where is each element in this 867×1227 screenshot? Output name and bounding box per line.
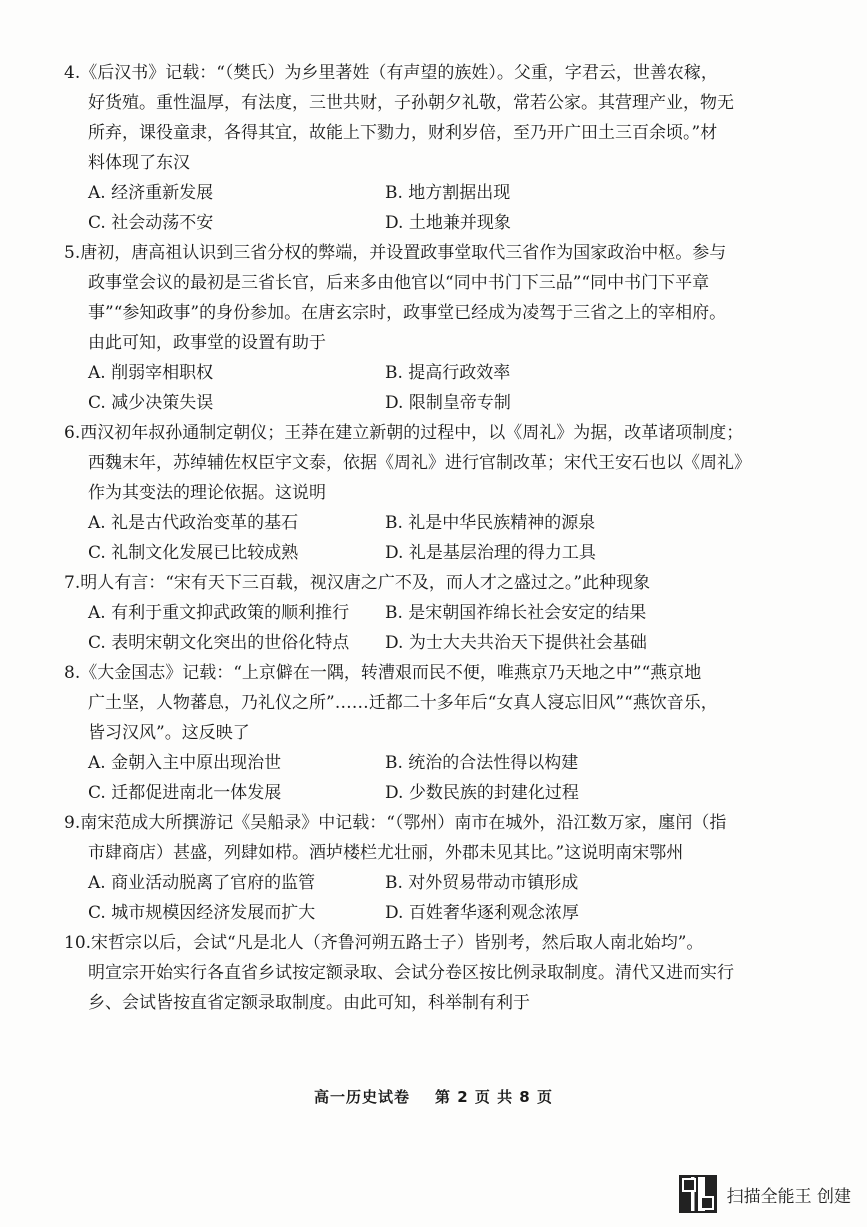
question-stem bbox=[64, 418, 804, 508]
answer-option-d[interactable]: D. 礼是基层治理的得力工具 bbox=[385, 543, 596, 563]
question-number: 5. bbox=[64, 243, 81, 263]
answer-option-c[interactable]: C. 迁都促进南北一体发展 bbox=[88, 783, 282, 803]
stem-text: 事”“参知政事”的身份参加。在唐玄宗时，政事堂已经成为凌驾于三省之上的宰相府。 bbox=[88, 303, 727, 323]
stem-line bbox=[64, 688, 804, 718]
stem-text: 《后汉书》记载：“（樊氏）为乡里著姓（有声望的族姓）。父重，字君云，世善农稼， bbox=[80, 63, 718, 83]
stem-text: 所弃，课役童隶，各得其宜，故能上下勠力，财利岁倍，至乃开广田土三百余顷。”材 bbox=[88, 123, 718, 143]
answer-option-a[interactable]: A. 礼是古代政治变革的基石 bbox=[88, 513, 299, 533]
watermark-text: 扫描全能王 创建 bbox=[726, 1186, 851, 1207]
answer-option-c[interactable]: C. 社会动荡不安 bbox=[88, 213, 214, 233]
stem-line bbox=[64, 448, 804, 478]
stem-text: 乡、会试皆按直省定额录取制度。由此可知，科举制有利于 bbox=[88, 993, 530, 1013]
answer-option-a[interactable]: A. 有利于重文抑武政策的顺利推行 bbox=[88, 603, 350, 623]
answer-options bbox=[64, 358, 804, 418]
stem-line bbox=[64, 988, 804, 1018]
question-stem bbox=[64, 568, 804, 598]
stem-text: 南宋范成大所撰游记《吴船录》中记载：“（鄂州）南市在城外，沿江数万家，廛闬（指 bbox=[80, 813, 727, 833]
question-5 bbox=[64, 238, 804, 418]
stem-text: 好货殖。重性温厚，有法度，三世共财，子孙朝夕礼敬，常若公家。其营理产业，物无 bbox=[88, 93, 734, 113]
answer-option-b[interactable]: B. 是宋朝国祚绵长社会安定的结果 bbox=[385, 603, 647, 623]
exam-title: 高一历史试卷 bbox=[314, 1088, 411, 1106]
stem-line bbox=[64, 238, 804, 268]
question-7 bbox=[64, 568, 804, 658]
answer-option-d[interactable]: D. 百姓奢华逐利观念浓厚 bbox=[385, 903, 579, 923]
question-stem bbox=[64, 238, 804, 358]
question-number: 4. bbox=[64, 63, 81, 83]
stem-line bbox=[64, 568, 804, 598]
stem-text: 市肆商店）甚盛，列肆如栉。酒垆楼栏尤壮丽，外郡未见其比。”这说明南宋鄂州 bbox=[88, 843, 684, 863]
answer-option-c[interactable]: C. 表明宋朝文化突出的世俗化特点 bbox=[88, 633, 350, 653]
answer-option-b[interactable]: B. 礼是中华民族精神的源泉 bbox=[385, 513, 596, 533]
stem-text: 宋哲宗以后，会试“凡是北人（齐鲁河朔五路士子）皆别考，然后取人南北始均”。 bbox=[91, 933, 704, 953]
scanner-watermark bbox=[679, 1175, 851, 1213]
stem-line bbox=[64, 298, 804, 328]
stem-text: 作为其变法的理论依据。这说明 bbox=[88, 483, 326, 503]
stem-text: 皆习汉风”。这反映了 bbox=[88, 723, 250, 743]
stem-line bbox=[64, 88, 804, 118]
question-number: 9. bbox=[64, 813, 81, 833]
answer-option-d[interactable]: D. 为士大夫共治天下提供社会基础 bbox=[385, 633, 647, 653]
stem-line bbox=[64, 418, 804, 448]
question-stem bbox=[64, 58, 804, 178]
stem-text: 明宣宗开始实行各直省乡试按定额录取、会试分卷区按比例录取制度。清代又进而实行 bbox=[88, 963, 734, 983]
answer-option-b[interactable]: B. 对外贸易带动市镇形成 bbox=[385, 873, 579, 893]
question-stem bbox=[64, 928, 804, 1018]
stem-text: 《大金国志》记载：“上京僻在一隅，转漕艰而民不便，唯燕京乃天地之中”“燕京地 bbox=[80, 663, 702, 683]
stem-text: 明人有言：“宋有天下三百载，视汉唐之广不及，而人才之盛过之。”此种现象 bbox=[80, 573, 651, 593]
question-6 bbox=[64, 418, 804, 568]
qr-code-icon bbox=[679, 1175, 717, 1213]
question-number: 6. bbox=[64, 423, 81, 443]
answer-option-b[interactable]: B. 提高行政效率 bbox=[385, 363, 511, 383]
answer-options bbox=[64, 178, 804, 238]
answer-option-c[interactable]: C. 城市规模因经济发展而扩大 bbox=[88, 903, 316, 923]
question-number: 7. bbox=[64, 573, 81, 593]
answer-options bbox=[64, 598, 804, 658]
stem-text: 广土坚，人物蕃息，乃礼仪之所”……迁都二十多年后“女真人寖忘旧风”“燕饮音乐， bbox=[88, 693, 718, 713]
stem-text: 唐初，唐高祖认识到三省分权的弊端，并设置政事堂取代三省作为国家政治中枢。参与 bbox=[80, 243, 727, 263]
answer-option-a[interactable]: A. 经济重新发展 bbox=[88, 183, 214, 203]
answer-option-b[interactable]: B. 统治的合法性得以构建 bbox=[385, 753, 579, 773]
question-8 bbox=[64, 658, 804, 808]
answer-option-d[interactable]: D. 限制皇帝专制 bbox=[385, 393, 511, 413]
stem-line bbox=[64, 658, 804, 688]
stem-text: 料体现了东汉 bbox=[88, 153, 190, 173]
answer-option-d[interactable]: D. 少数民族的封建化过程 bbox=[385, 783, 579, 803]
question-10 bbox=[64, 928, 804, 1018]
stem-line bbox=[64, 478, 804, 508]
stem-line bbox=[64, 808, 804, 838]
question-9 bbox=[64, 808, 804, 928]
question-list bbox=[64, 58, 804, 1018]
stem-line bbox=[64, 58, 804, 88]
question-number: 8. bbox=[64, 663, 81, 683]
stem-text: 西汉初年叔孙通制定朝仪；王莽在建立新朝的过程中，以《周礼》为据，改革诸项制度； bbox=[80, 423, 744, 443]
answer-option-c[interactable]: C. 减少决策失误 bbox=[88, 393, 214, 413]
answer-option-c[interactable]: C. 礼制文化发展已比较成熟 bbox=[88, 543, 299, 563]
answer-option-a[interactable]: A. 金朝入主中原出现治世 bbox=[88, 753, 282, 773]
stem-line bbox=[64, 148, 804, 178]
answer-option-a[interactable]: A. 削弱宰相职权 bbox=[88, 363, 214, 383]
page-number: 第 2 页 共 8 页 bbox=[434, 1088, 553, 1106]
stem-text: 政事堂会议的最初是三省长官，后来多由他官以“同中书门下三品”“同中书门下平章 bbox=[88, 273, 710, 293]
stem-line bbox=[64, 838, 804, 868]
stem-line bbox=[64, 118, 804, 148]
stem-line bbox=[64, 328, 804, 358]
stem-line bbox=[64, 268, 804, 298]
question-number: 10. bbox=[64, 933, 92, 953]
page-footer bbox=[0, 1086, 867, 1107]
question-stem bbox=[64, 808, 804, 868]
answer-option-b[interactable]: B. 地方割据出现 bbox=[385, 183, 511, 203]
question-stem bbox=[64, 658, 804, 748]
answer-options bbox=[64, 508, 804, 568]
stem-line bbox=[64, 718, 804, 748]
stem-text: 西魏末年，苏绰辅佐权臣宇文泰，依据《周礼》进行官制改革；宋代王安石也以《周礼》 bbox=[88, 453, 751, 473]
stem-text: 由此可知，政事堂的设置有助于 bbox=[88, 333, 326, 353]
stem-line bbox=[64, 958, 804, 988]
answer-options bbox=[64, 748, 804, 808]
answer-option-a[interactable]: A. 商业活动脱离了官府的监管 bbox=[88, 873, 316, 893]
question-4 bbox=[64, 58, 804, 238]
answer-option-d[interactable]: D. 土地兼并现象 bbox=[385, 213, 511, 233]
stem-line bbox=[64, 928, 804, 958]
answer-options bbox=[64, 868, 804, 928]
